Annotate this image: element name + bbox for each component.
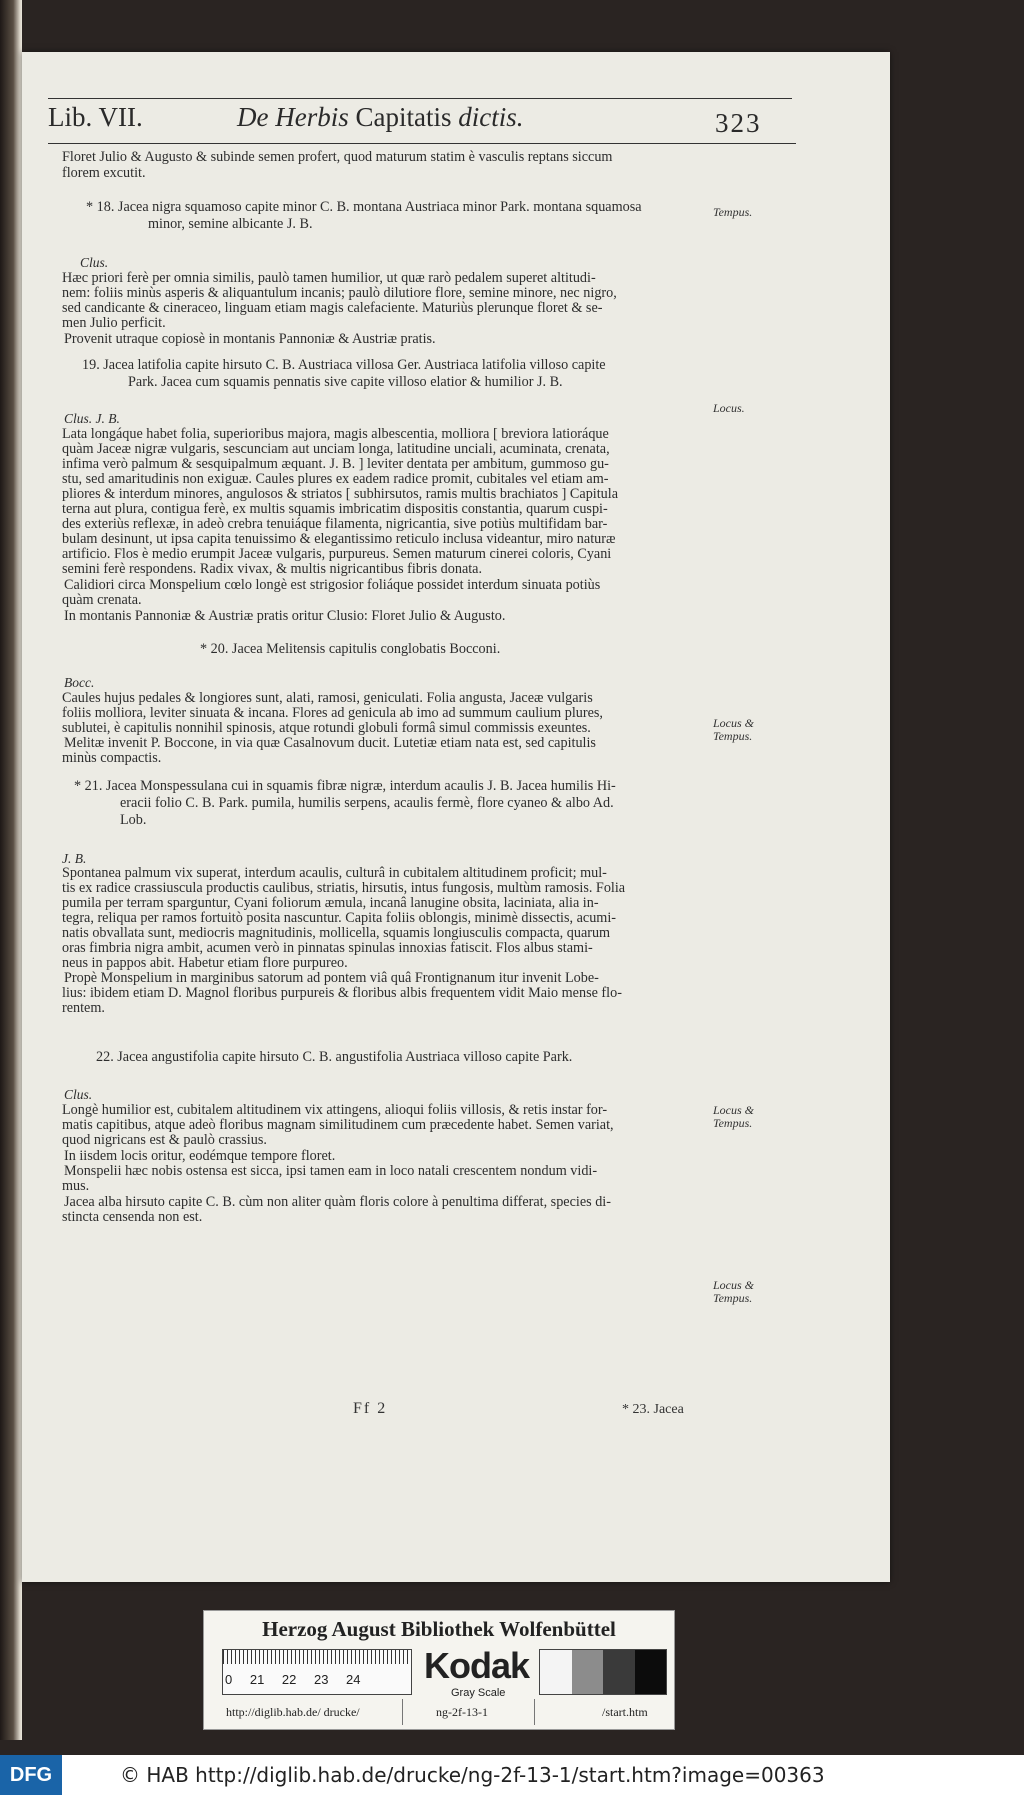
entry-heading: * 20. Jacea Melitensis capitulis conglobatis Bocconi. — [200, 641, 501, 657]
entry-heading: * 18. Jacea nigra squamoso capite minor C. B. montana Austriaca minor Park. montana squamosa — [86, 199, 642, 215]
text-line: oras fimbria nigra ambit, acumen verò in pinnatas spinulas innoxias fatiscit. Flos albus stami- — [62, 940, 593, 956]
book-spine-edge — [0, 0, 22, 1740]
text-line: pumila per terram sparguntur, Cyani foliorum æmula, incanâ lanugine obsita, laciniata, alia in- — [62, 895, 599, 911]
text-line: In montanis Pannoniæ & Austriæ pratis oritur Clusio: Floret Julio & Augusto. — [64, 608, 506, 624]
text-line: stincta censenda non est. — [62, 1209, 203, 1225]
text-line: Monspelii hæc nobis ostensa est sicca, ipsi tamen eam in loco natali crescentem nondum vidi- — [64, 1163, 598, 1179]
card-divider — [534, 1699, 535, 1725]
text-line: quàm crenata. — [62, 592, 142, 608]
card-title: Herzog August Bibliothek Wolfenbüttel — [262, 1617, 616, 1641]
text-line: Hæc priori ferè per omnia similis, paulò tamen humilior, ut quæ rarò pedalem superet altitudi- — [62, 270, 596, 286]
text-line: nem: foliis minùs asperis & aliquantulum incanis; paulò dilutiore flore, semine minore, nec nigro, — [62, 285, 617, 301]
card-divider — [402, 1699, 403, 1725]
card-url-part: ng-2f-13-1 — [436, 1705, 488, 1719]
text-line: artificio. Flos è medio erumpit Jaceæ vulgaris, purpureus. Semen maturum cinerei coloris, Cyani — [62, 546, 612, 562]
text-line: Propè Monspelium in marginibus satorum ad pontem viâ quâ Frontignanum itur invenit Lobe- — [64, 970, 599, 986]
text-line: florem excutit. — [62, 165, 146, 181]
signature-mark: Ff 2 — [353, 1400, 388, 1417]
margin-note-locus: Locus. — [713, 401, 745, 415]
text-line: Jacea alba hirsuto capite C. B. cùm non aliter quàm floris colore à penultima differat, species di- — [64, 1194, 611, 1210]
text-line: mus. — [62, 1178, 90, 1194]
text-line: pliores & interdum minores, angulosos & striatos [ subhirsutos, ramis multis brachiatos ] Capitula — [62, 486, 619, 502]
text-line: semini ferè respondens. Radix vivax, & multis nigricantibus fibris donata. — [62, 561, 483, 577]
text-line: Longè humilior est, cubitalem altitudinem vix attingens, alioqui foliis villosis, & retis instar for- — [62, 1102, 608, 1118]
entry-heading: 19. Jacea latifolia capite hirsuto C. B. Austriaca villosa Ger. Austriaca latifolia villoso capite — [82, 357, 606, 373]
margin-note-tempus: Tempus. — [713, 205, 753, 219]
entry-heading: eracii folio C. B. Park. pumila, humilis serpens, acaulis fermè, flore cyaneo & albo Ad. — [120, 795, 614, 811]
text-line: Lata longáque habet folia, superioribus majora, magis albescentia, molliora [ breviora latioráque — [62, 426, 609, 442]
author-label: Clus. — [64, 1087, 93, 1102]
entry-heading: 22. Jacea angustifolia capite hirsuto C. B. angustifolia Austriaca villoso capite Park. — [96, 1049, 573, 1065]
author-label: J. B. — [62, 851, 87, 866]
page-number: 323 — [715, 108, 762, 138]
ruler-numbers: 0 21 22 23 24 — [225, 1672, 361, 1687]
text-line: natis obvallata sunt, mediocris magnitudinis, mollicella, squamis longiusculis compacta, quarum — [62, 925, 611, 941]
text-line: bulam desinunt, ut ipsa capita tenuissimo & elegantissimo reticulo inclusa videantur, miro naturæ — [62, 531, 616, 547]
text-line: des exteriùs reflexæ, in adeò crebra tenuiáque filamenta, nigricantia, sive potiùs multifidam bar- — [62, 516, 608, 532]
gray-scale-patches — [539, 1649, 667, 1695]
text-line: quod nigricans est & paulò crassius. — [62, 1132, 267, 1148]
author-label: Clus. — [80, 255, 109, 270]
header-rule-top — [48, 98, 792, 99]
card-url-part: /start.htm — [602, 1705, 648, 1719]
text-line: Melitæ invenit P. Boccone, in via quæ Casalnovum ducit. Lutetiæ etiam nata est, sed capitulis — [64, 735, 596, 751]
text-line: rentem. — [62, 1000, 105, 1016]
text-line: neus in pappos abit. Habetur etiam flore purpureo. — [62, 955, 348, 971]
text-line: Spontanea palmum vix superat, interdum acaulis, culturâ in cubitalem altitudinem proficit; mul- — [62, 865, 607, 881]
text-line: tegra, reliqua per ramos fortuitò posita nascuntur. Capita foliis oblongis, minimè dissectis, acumi- — [62, 910, 616, 926]
text-line: quàm Jaceæ nigræ vulgaris, sescunciam aut unciam longa, latitudine unciali, acuminata, crenata, — [62, 441, 610, 457]
text-line: Calidiori circa Monspelium cœlo longè est strigosior foliáque possidet interdum sinuata potiùs — [64, 577, 601, 593]
ruler-ticks — [223, 1650, 411, 1664]
entry-heading: minor, semine albicante J. B. — [148, 216, 313, 232]
gray-scale-label: Gray Scale — [451, 1687, 506, 1699]
margin-note-locus-tempus: Locus & Tempus. — [713, 1103, 755, 1130]
text-line: lius: ibidem etiam D. Magnol floribus purpureis & floribus albis frequentem vidit Maio mense flo- — [62, 985, 622, 1001]
measurement-ruler — [222, 1649, 412, 1695]
text-line: matis capitibus, atque adeò floribus magnam similitudinem cum præcedente habet. Semen variat, — [62, 1117, 614, 1133]
text-line: minùs compactis. — [62, 750, 162, 766]
text-line: sublutei, è capitulis nonnihil spinosis, atque rotundi globuli formâ simul commissis exeuntes. — [62, 720, 591, 736]
entry-heading: * 21. Jacea Monspessulana cui in squamis fibræ nigræ, interdum acaulis J. B. Jacea humilis Hi- — [74, 778, 616, 794]
kodak-logo: Kodak — [424, 1645, 530, 1686]
margin-note-locus-tempus: Locus & Tempus. — [713, 716, 755, 743]
dfg-logo: DFG — [0, 1755, 62, 1795]
author-label: Bocc. — [64, 675, 95, 690]
margin-note-locus-tempus: Locus & Tempus. — [713, 1278, 755, 1305]
text-line: men Julio perficit. — [62, 315, 166, 331]
text-line: In iisdem locis oritur, eodémque tempore floret. — [64, 1148, 336, 1164]
catchword: * 23. Jacea — [622, 1402, 684, 1417]
header-rule-bottom — [48, 143, 796, 144]
library-color-card — [203, 1610, 675, 1730]
text-line: stu, sed amaritudinis non exiguæ. Caules plures ex eadem radice promit, cubitales vel etiam am- — [62, 471, 609, 487]
entry-heading: Lob. — [120, 812, 147, 828]
text-line: infima verò palmum & sesquipalmum æquant. J. B. ] leviter dentata per ambitum, gummoso gu- — [62, 456, 609, 472]
text-line: sed candicante & cineraceo, linguam etiam magis calefaciente. Maturiùs plerunque floret & se- — [62, 300, 603, 316]
header-book-number: Lib. VII. — [48, 102, 143, 132]
text-line: Provenit utraque copiosè in montanis Pannoniæ & Austriæ pratis. — [64, 331, 436, 347]
card-url-part: http://diglib.hab.de/ drucke/ — [226, 1705, 360, 1719]
text-line: tis ex radice crassiuscula productis caulibus, striatis, hirsutis, intus fungosis, multùm ramosis. Folia — [62, 880, 626, 896]
text-line: terna aut plura, contigua ferè, ex multis squamis imbricatim dispositis constantia, quarum cuspi- — [62, 501, 608, 517]
text-line: Floret Julio & Augusto & subinde semen profert, quod maturum statim è vasculis reptans siccum — [62, 149, 613, 165]
header-title: De Herbis Capitatis dictis. — [237, 102, 524, 132]
entry-heading: Park. Jacea cum squamis pennatis sive capite villoso elatior & humilior J. B. — [128, 374, 563, 390]
copyright-link[interactable]: © HAB http://diglib.hab.de/drucke/ng-2f-13-1/start.htm?image=00363 — [120, 1763, 825, 1787]
author-label: Clus. J. B. — [64, 411, 120, 426]
text-line: Caules hujus pedales & longiores sunt, alati, ramosi, geniculati. Folia angusta, Jaceæ vulgaris — [62, 690, 593, 706]
text-line: foliis molliora, leviter sinuata & incana. Flores ad genicula ab imo ad summum caulium plures, — [62, 705, 603, 721]
